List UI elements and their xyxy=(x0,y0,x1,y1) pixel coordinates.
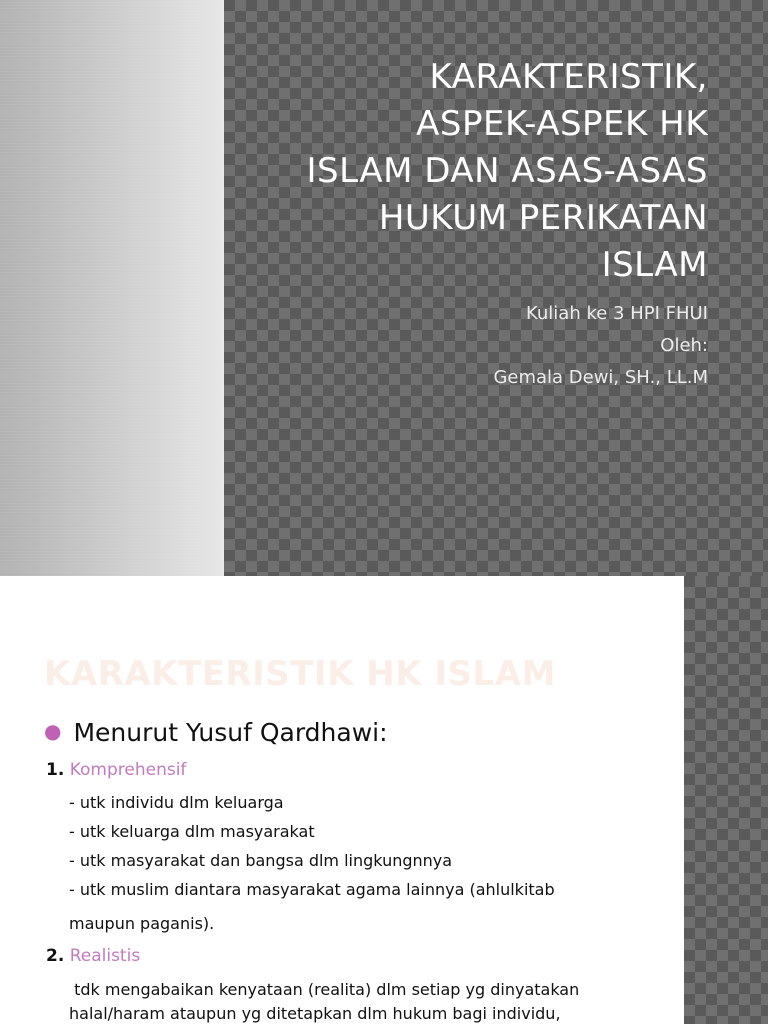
point-keyword: Komprehensif xyxy=(69,760,187,780)
list-item: - utk individu dlm keluarga xyxy=(69,793,284,812)
point-number: 2. xyxy=(46,946,65,966)
paragraph-line: tdk mengabaikan kenyataan (realita) dlm setiap yg dinyatakan xyxy=(69,980,580,999)
list-item: - utk keluarga dlm masyarakat xyxy=(69,822,315,841)
list-item: maupun paganis). xyxy=(69,914,215,933)
by-line: Oleh: xyxy=(660,335,708,356)
title-line: ISLAM DAN ASAS-ASAS xyxy=(306,151,708,191)
title-line: ASPEK-ASPEK HK xyxy=(416,104,708,144)
slide-heading: KARAKTERISTIK HK ISLAM xyxy=(44,654,556,694)
point-1 xyxy=(46,760,186,780)
paragraph-line: halal/haram ataupun yg ditetapkan dlm hukum bagi individu, xyxy=(69,1004,561,1023)
slide-subtitle xyxy=(248,298,708,394)
list-item: - utk muslim diantara masyarakat agama lainnya (ahlulkitab xyxy=(69,880,555,899)
point-keyword: Realistis xyxy=(69,946,141,966)
author-line: Gemala Dewi, SH., LL.M xyxy=(493,367,708,388)
title-line: ISLAM xyxy=(601,245,708,285)
content-slide xyxy=(0,576,768,1024)
intro-bullet xyxy=(44,718,388,747)
slide-title xyxy=(248,54,708,289)
intro-text: Menurut Yusuf Qardhawi: xyxy=(73,718,388,747)
title-line: HUKUM PERIKATAN xyxy=(378,198,708,238)
gradient-side-panel xyxy=(0,0,222,576)
diamond-pattern-strip xyxy=(684,576,768,1024)
paragraph xyxy=(69,978,669,1024)
title-line: KARAKTERISTIK, xyxy=(429,57,708,97)
point-number: 1. xyxy=(46,760,65,780)
bullet-dot-icon: ● xyxy=(44,719,62,743)
point-2 xyxy=(46,946,140,966)
course-line: Kuliah ke 3 HPI FHUI xyxy=(525,303,708,324)
list-item: - utk masyarakat dan bangsa dlm lingkungnnya xyxy=(69,851,453,870)
